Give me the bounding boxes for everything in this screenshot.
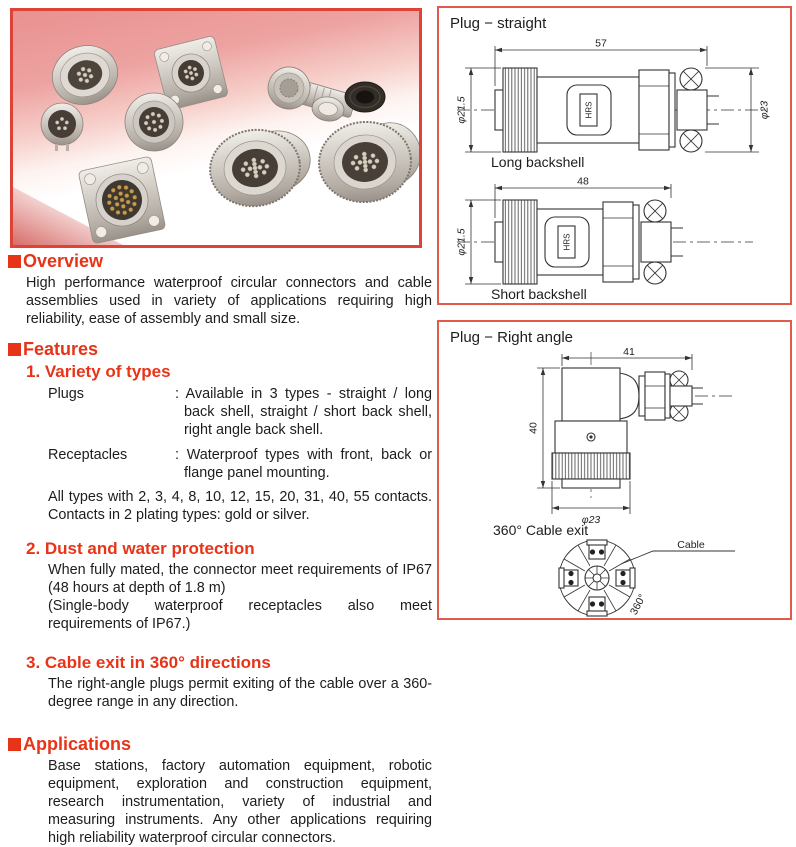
overview-body: High performance waterproof circular connectors and cable assemblies used in variety of applications requiring high reliability, ease of assembly and small size. — [26, 275, 432, 327]
panel-plug-right-angle — [437, 320, 792, 620]
overview-title: Overview — [23, 251, 104, 271]
product-photo — [13, 11, 419, 245]
drawing-short-backshell — [453, 172, 773, 292]
feature-2-line2: (Single-body waterproof receptacles also meet requirements of IP67.) — [48, 598, 432, 632]
square-bullet-icon — [8, 255, 21, 268]
dim-dia-left-short: φ21.5 — [455, 228, 468, 256]
hrs-marking: HRS — [562, 233, 572, 251]
applications-title: Applications — [23, 734, 132, 754]
label-long-backshell: Long backshell — [491, 154, 585, 170]
section-overview-heading — [8, 252, 432, 271]
rotation-360-label: 360° — [627, 592, 649, 617]
product-photo-frame — [10, 8, 422, 248]
panel-title: Plug − Right angle — [450, 329, 574, 346]
contacts-note: All types with 2, 3, 4, 8, 10, 12, 15, 20, 31, 40, 55 contacts. Contacts in 2 plating types: gold or silver. — [48, 489, 432, 523]
feature-3-body: The right-angle plugs permit exiting of the cable over a 360-degree range in any direction. — [48, 676, 432, 710]
dim-dia-right-long: φ23 — [758, 100, 771, 120]
applications-body: Base stations, factory automation equipment, robotic equipment, exploration and construction equipment, research instrumentation, variety of industrial and measuring instruments. Any other applications requiring high reliability waterproof circular connectors. — [48, 758, 432, 846]
features-title: Features — [23, 339, 99, 359]
connector-large-square-flange — [78, 156, 166, 244]
term-plugs: Plugs — [48, 386, 84, 402]
feature-3-heading: 3. Cable exit in 360° directions — [26, 653, 271, 672]
drawing-long-backshell — [453, 34, 773, 166]
dim-height: 40 — [527, 422, 540, 434]
panel-title: Plug − straight — [450, 15, 547, 32]
drawing-360-cable-exit — [531, 534, 741, 618]
desc-plugs: : Available in 3 types - straight / long back shell, straight / short back shell, right angle back shell. — [175, 386, 432, 438]
hrs-marking: HRS — [584, 101, 594, 119]
feature-2-line1: When fully mated, the connector meet requirements of IP67 (48 hours at depth of 1.8 m) — [48, 562, 432, 596]
label-cable-exit: 360° Cable exit — [493, 522, 589, 538]
dim-dia-bottom: φ23 — [581, 514, 601, 526]
dim-width: 41 — [623, 346, 635, 358]
drawing-right-angle-plug — [497, 346, 737, 531]
dim-length-long: 57 — [595, 37, 607, 50]
term-receptacles: Receptacles — [48, 447, 128, 463]
feature-1-heading: 1. Variety of types — [26, 362, 171, 381]
cable-leader-line — [621, 551, 735, 564]
feature-2-heading: 2. Dust and water protection — [26, 539, 255, 558]
cable-label: Cable — [677, 539, 705, 551]
text-column — [8, 252, 432, 847]
square-bullet-icon — [8, 738, 21, 751]
connector-grommet — [345, 82, 385, 112]
section-features-heading — [8, 340, 432, 359]
desc-receptacles: : Waterproof types with front, back or flange panel mounting. — [175, 447, 432, 481]
square-bullet-icon — [8, 343, 21, 356]
feature-row-receptacles — [48, 446, 432, 482]
section-applications-heading — [8, 735, 432, 754]
dim-dia-left-long: φ21.5 — [455, 96, 468, 124]
feature-row-plugs — [48, 385, 432, 439]
dim-length-short: 48 — [577, 175, 589, 188]
panel-plug-straight — [437, 6, 792, 305]
label-short-backshell: Short backshell — [491, 286, 587, 302]
